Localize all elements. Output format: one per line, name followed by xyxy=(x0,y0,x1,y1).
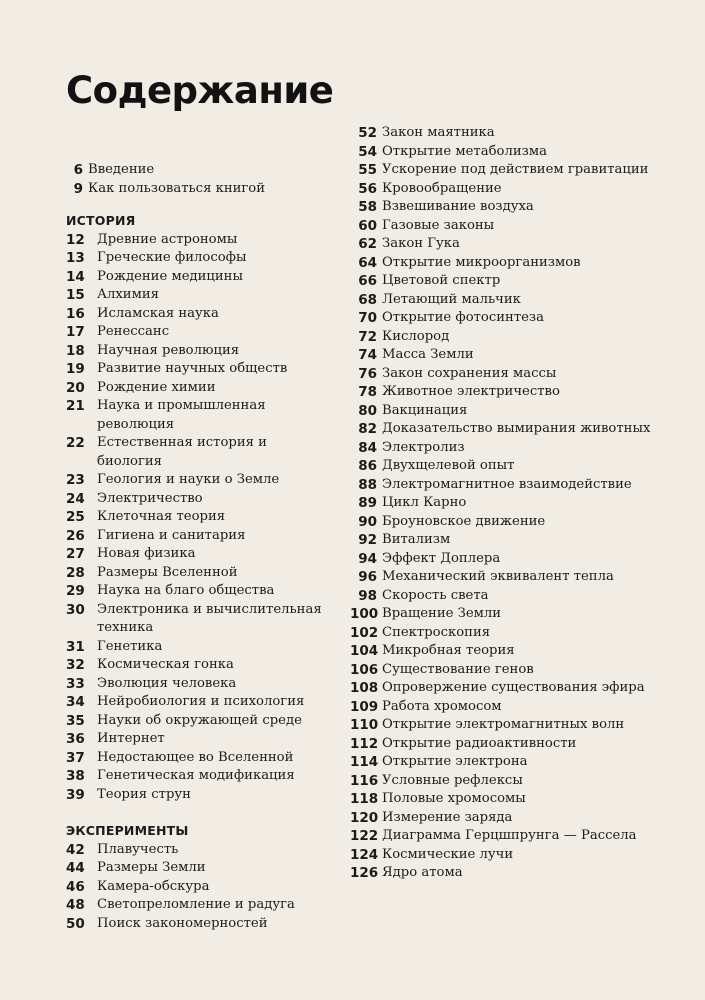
toc-entry-title: Теория струн xyxy=(97,786,191,802)
history-list xyxy=(66,231,331,805)
toc-page-number: 52 xyxy=(358,125,377,141)
toc-entry xyxy=(66,231,331,250)
toc-page-number: 64 xyxy=(358,254,377,271)
toc-entry xyxy=(66,379,331,398)
toc-page-number: 32 xyxy=(66,657,85,673)
toc-page-number: 34 xyxy=(66,694,85,710)
toc-page-number: 106 xyxy=(350,661,379,678)
toc-entry xyxy=(350,124,660,143)
toc-entry xyxy=(66,360,331,379)
toc-entry xyxy=(350,568,660,587)
toc-entry-title: Электролиз xyxy=(382,439,465,455)
toc-page-number: 84 xyxy=(358,439,377,456)
toc-page-number: 35 xyxy=(66,712,85,729)
toc-entry-title: Открытие микроорганизмов xyxy=(382,254,581,270)
toc-page-number: 23 xyxy=(66,472,85,488)
toc-page-number: 46 xyxy=(66,878,85,895)
toc-entry-title: Генетика xyxy=(97,638,163,654)
toc-entry xyxy=(350,143,660,162)
toc-page-number: 70 xyxy=(358,310,377,326)
toc-entry xyxy=(350,531,660,550)
toc-page-number: 102 xyxy=(350,624,379,641)
toc-entry xyxy=(350,402,660,421)
toc-page-number: 120 xyxy=(350,809,379,826)
toc-entry xyxy=(350,735,660,754)
toc-entry xyxy=(66,841,331,860)
toc-page-number: 126 xyxy=(350,865,379,881)
toc-page-number: 98 xyxy=(358,587,377,604)
toc-entry xyxy=(350,420,660,439)
toc-page-number: 16 xyxy=(66,305,85,322)
toc-entry-title: Размеры Земли xyxy=(97,860,206,875)
toc-page-number: 58 xyxy=(358,199,377,215)
toc-page-number: 74 xyxy=(358,347,377,363)
toc-entry-title: Вращение Земли xyxy=(382,606,502,621)
toc-page-number: 76 xyxy=(358,365,377,382)
toc-entry-title: Исламская наука xyxy=(97,305,219,321)
toc-page-number: 68 xyxy=(358,291,377,308)
toc-entry-title: Открытие фотосинтеза xyxy=(382,310,544,325)
toc-entry-title: Открытие радиоактивности xyxy=(382,735,577,751)
intro-list xyxy=(66,161,331,198)
toc-page-number: 108 xyxy=(350,680,379,696)
toc-entry xyxy=(350,346,660,365)
toc-entry xyxy=(66,675,331,694)
toc-entry xyxy=(350,661,660,680)
toc-entry-title: Гигиена и санитария xyxy=(97,527,246,543)
toc-page-number: 50 xyxy=(66,915,85,932)
toc-entry-title: Интернет xyxy=(97,731,165,746)
toc-entry xyxy=(350,809,660,828)
toc-page-number: 24 xyxy=(66,490,85,507)
toc-entry-title: Генетическая модификация xyxy=(97,768,295,783)
toc-entry-title: Условные рефлексы xyxy=(382,772,523,788)
toc-page-number: 6 xyxy=(73,162,83,178)
toc-entry-title: Эволюция человека xyxy=(97,675,237,691)
toc-entry-title: Космическая гонка xyxy=(97,657,234,672)
toc-entry-title: Алхимия xyxy=(97,287,159,302)
toc-page-number: 124 xyxy=(350,846,379,863)
toc-page-number: 116 xyxy=(350,772,379,789)
toc-entry-title: Цветовой спектр xyxy=(382,273,501,288)
toc-page-number: 14 xyxy=(66,268,85,285)
toc-entry-title: Закон сохранения массы xyxy=(382,365,557,381)
toc-entry xyxy=(66,601,331,638)
toc-page-number: 54 xyxy=(358,143,377,160)
toc-entry-title: Витализм xyxy=(382,532,451,547)
toc-page-number: 92 xyxy=(358,532,377,548)
toc-entry xyxy=(350,790,660,809)
toc-page-number: 26 xyxy=(66,527,85,544)
toc-entry xyxy=(350,254,660,273)
toc-entry xyxy=(66,638,331,657)
toc-entry xyxy=(350,642,660,661)
toc-entry-title: Существование генов xyxy=(382,661,534,677)
toc-entry-title: Микробная теория xyxy=(382,643,515,658)
toc-page-number: 100 xyxy=(350,606,379,622)
toc-page-number: 94 xyxy=(358,550,377,567)
toc-entry-title: Электромагнитное взаимодействие xyxy=(382,476,632,492)
toc-entry-title: Науки об окружающей среде xyxy=(97,712,302,728)
toc-entry xyxy=(66,161,331,180)
toc-entry xyxy=(66,490,331,509)
toc-page-number: 15 xyxy=(66,287,85,303)
toc-entry-title: Наука на благо общества xyxy=(97,583,275,598)
toc-entry-title: Научная революция xyxy=(97,342,240,358)
toc-page-number: 88 xyxy=(358,476,377,493)
toc-entry-title: Двухщелевой опыт xyxy=(382,458,515,473)
toc-entry xyxy=(350,180,660,199)
toc-page-number: 118 xyxy=(350,791,379,807)
toc-page-number: 21 xyxy=(66,398,85,414)
toc-entry-title: Взвешивание воздуха xyxy=(382,199,534,214)
toc-page-number: 38 xyxy=(66,768,85,784)
toc-entry xyxy=(350,161,660,180)
toc-page-number: 114 xyxy=(350,754,379,770)
toc-page-number: 80 xyxy=(358,402,377,419)
toc-entry-title: Эффект Доплера xyxy=(382,550,501,566)
toc-entry-title: Электроника и вычислительная техника xyxy=(97,601,322,635)
toc-page-number: 56 xyxy=(358,180,377,197)
toc-entry-title: Электричество xyxy=(97,490,203,506)
toc-entry xyxy=(350,365,660,384)
toc-entry-title: Скорость света xyxy=(382,587,489,603)
toc-page-number: 28 xyxy=(66,564,85,581)
toc-page-number: 37 xyxy=(66,749,85,766)
toc-entry-title: Как пользоваться книгой xyxy=(88,180,266,196)
toc-entry xyxy=(350,457,660,476)
toc-page-number: 27 xyxy=(66,546,85,562)
toc-entry-title: Измерение заряда xyxy=(382,809,513,825)
toc-entry-title: Древние астрономы xyxy=(97,231,238,247)
toc-page-number: 42 xyxy=(66,841,85,858)
toc-entry-title: Наука и промышленная революция xyxy=(97,398,266,432)
toc-entry xyxy=(66,434,331,471)
toc-entry xyxy=(66,582,331,601)
toc-entry-title: Кровообращение xyxy=(382,180,502,196)
toc-entry-title: Развитие научных обществ xyxy=(97,361,288,376)
toc-entry xyxy=(350,716,660,735)
toc-entry-title: Броуновское движение xyxy=(382,513,546,529)
toc-entry-title: Поиск закономерностей xyxy=(97,915,268,931)
toc-entry-title: Космические лучи xyxy=(382,846,514,862)
toc-entry-title: Рождение медицины xyxy=(97,268,243,284)
toc-entry xyxy=(66,342,331,361)
toc-entry-title: Масса Земли xyxy=(382,347,474,362)
toc-page-number: 44 xyxy=(66,860,85,876)
toc-entry xyxy=(350,827,660,846)
toc-page-number: 31 xyxy=(66,638,85,655)
toc-page-number: 78 xyxy=(358,384,377,400)
toc-entry xyxy=(350,217,660,236)
toc-entry xyxy=(66,564,331,583)
toc-entry-title: Геология и науки о Земле xyxy=(97,472,280,487)
toc-entry xyxy=(66,471,331,490)
toc-entry-title: Ускорение под действием гравитации xyxy=(382,162,649,177)
toc-entry-title: Спектроскопия xyxy=(382,624,491,640)
toc-entry xyxy=(66,712,331,731)
toc-entry xyxy=(350,624,660,643)
toc-page-number: 30 xyxy=(66,601,85,618)
toc-page-number: 13 xyxy=(66,250,85,266)
toc-entry xyxy=(66,527,331,546)
toc-entry xyxy=(350,328,660,347)
toc-entry xyxy=(350,309,660,328)
toc-entry-title: Введение xyxy=(88,162,155,177)
toc-entry xyxy=(350,587,660,606)
toc-left-column xyxy=(66,161,331,933)
toc-entry xyxy=(350,494,660,513)
toc-entry-title: Недостающее во Вселенной xyxy=(97,749,294,765)
toc-page-number: 112 xyxy=(350,735,379,752)
toc-entry xyxy=(66,878,331,897)
toc-entry-title: Закон маятника xyxy=(382,125,495,140)
toc-page-number: 9 xyxy=(73,180,83,197)
toc-entry xyxy=(66,915,331,934)
toc-page-number: 110 xyxy=(350,717,379,733)
toc-entry xyxy=(66,786,331,805)
toc-entry-title: Естественная история и биология xyxy=(97,435,267,469)
toc-entry xyxy=(66,656,331,675)
toc-entry xyxy=(66,730,331,749)
toc-entry-title: Механический эквивалент тепла xyxy=(382,569,614,584)
toc-page-number: 33 xyxy=(66,675,85,692)
toc-entry xyxy=(350,235,660,254)
toc-entry xyxy=(350,846,660,865)
toc-entry xyxy=(66,180,331,199)
toc-entry xyxy=(66,545,331,564)
toc-entry xyxy=(66,859,331,878)
toc-entry-title: Работа хромосом xyxy=(382,698,502,714)
toc-entry xyxy=(350,272,660,291)
toc-entry-title: Закон Гука xyxy=(382,236,460,251)
toc-entry-title: Открытие метаболизма xyxy=(382,143,547,159)
toc-entry-title: Животное электричество xyxy=(382,384,560,399)
section-heading-history: ИСТОРИЯ xyxy=(66,213,136,228)
toc-page-number: 22 xyxy=(66,435,85,451)
toc-page-number: 20 xyxy=(66,379,85,396)
toc-page-number: 90 xyxy=(358,513,377,530)
toc-page-number: 55 xyxy=(358,162,377,178)
experiments-list-right xyxy=(350,124,660,883)
toc-entry xyxy=(350,753,660,772)
toc-entry xyxy=(66,693,331,712)
toc-page-number: 19 xyxy=(66,361,85,377)
toc-entry xyxy=(66,286,331,305)
toc-page-number: 62 xyxy=(358,236,377,252)
toc-entry-title: Опровержение существования эфира xyxy=(382,680,645,695)
toc-page-number: 122 xyxy=(350,828,379,844)
toc-entry-title: Летающий мальчик xyxy=(382,291,521,307)
toc-page-number: 66 xyxy=(358,273,377,289)
toc-entry xyxy=(66,767,331,786)
toc-entry xyxy=(350,476,660,495)
toc-entry xyxy=(350,291,660,310)
experiments-list-left xyxy=(66,841,331,934)
toc-entry-title: Вакцинация xyxy=(382,402,468,418)
toc-entry xyxy=(350,383,660,402)
toc-entry-title: Рождение химии xyxy=(97,379,216,395)
toc-page-number: 86 xyxy=(358,458,377,474)
toc-page-number: 29 xyxy=(66,583,85,599)
toc-entry-title: Нейробиология и психология xyxy=(97,694,305,709)
toc-entry-title: Плавучесть xyxy=(97,841,179,857)
toc-entry xyxy=(350,439,660,458)
toc-entry-title: Половые хромосомы xyxy=(382,791,526,806)
toc-entry-title: Ренессанс xyxy=(97,324,170,339)
toc-entry xyxy=(66,305,331,324)
toc-entry xyxy=(66,508,331,527)
toc-entry xyxy=(66,249,331,268)
toc-entry xyxy=(66,323,331,342)
toc-page-number: 72 xyxy=(358,328,377,345)
toc-entry xyxy=(350,772,660,791)
toc-entry-title: Цикл Карно xyxy=(382,495,467,510)
toc-page-number: 39 xyxy=(66,786,85,803)
toc-page-number: 17 xyxy=(66,324,85,340)
toc-entry-title: Ядро атома xyxy=(382,865,463,880)
toc-entry-title: Открытие электрона xyxy=(382,754,528,769)
toc-entry xyxy=(350,679,660,698)
toc-page-number: 89 xyxy=(358,495,377,511)
toc-page-number: 82 xyxy=(358,421,377,437)
toc-entry-title: Новая физика xyxy=(97,546,196,561)
toc-entry-title: Доказательство вымирания животных xyxy=(382,421,651,436)
toc-entry xyxy=(350,864,660,883)
toc-page-number: 109 xyxy=(350,698,379,715)
toc-entry-title: Размеры Вселенной xyxy=(97,564,238,580)
toc-entry-title: Светопреломление и радуга xyxy=(97,897,295,912)
page-title: Содержание xyxy=(66,69,334,112)
toc-entry-title: Открытие электромагнитных волн xyxy=(382,717,625,732)
toc-entry-title: Греческие философы xyxy=(97,250,247,265)
toc-page-number: 18 xyxy=(66,342,85,359)
toc-page-number: 36 xyxy=(66,731,85,747)
toc-entry xyxy=(66,397,331,434)
toc-entry xyxy=(350,513,660,532)
toc-entry xyxy=(66,268,331,287)
toc-page-number: 104 xyxy=(350,643,379,659)
toc-entry-title: Камера-обскура xyxy=(97,878,210,894)
toc-entry xyxy=(66,749,331,768)
toc-entry xyxy=(350,550,660,569)
toc-entry-title: Газовые законы xyxy=(382,217,495,233)
toc-entry-title: Диаграмма Герцшпрунга — Рассела xyxy=(382,828,637,843)
toc-page-number: 48 xyxy=(66,897,85,913)
toc-entry xyxy=(350,698,660,717)
toc-entry-title: Кислород xyxy=(382,328,450,344)
toc-entry xyxy=(350,605,660,624)
toc-right-column xyxy=(350,124,660,883)
toc-entry xyxy=(66,896,331,915)
toc-page-number: 12 xyxy=(66,231,85,248)
toc-page-number: 25 xyxy=(66,509,85,525)
toc-entry xyxy=(350,198,660,217)
toc-entry-title: Клеточная теория xyxy=(97,509,226,524)
toc-page-number: 60 xyxy=(358,217,377,234)
section-heading-experiments: ЭКСПЕРИМЕНТЫ xyxy=(66,823,189,838)
toc-page-number: 96 xyxy=(358,569,377,585)
